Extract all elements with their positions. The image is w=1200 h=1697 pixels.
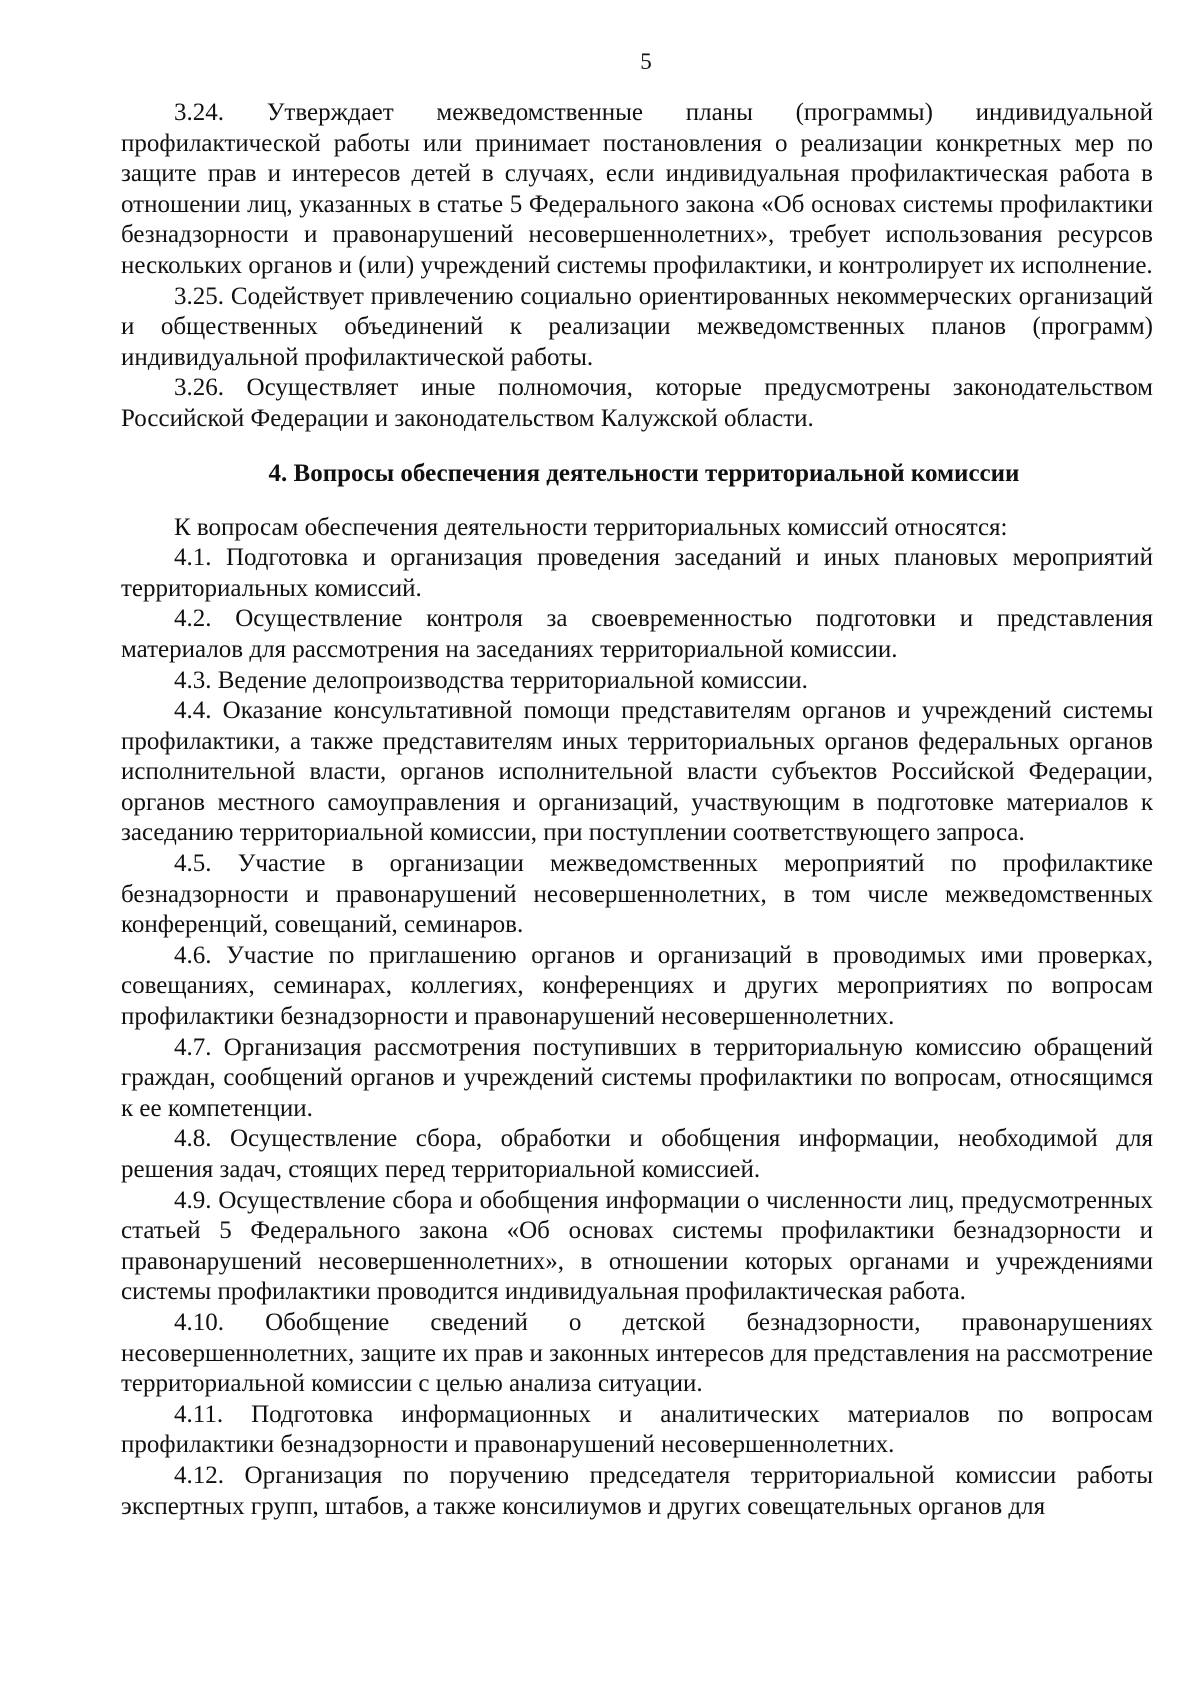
- paragraph-4-1: 4.1. Подготовка и организация проведения заседаний и иных плановых мероприятий территориальных комиссий.: [121, 544, 1153, 602]
- paragraph-4-5: 4.5. Участие в организации межведомственных мероприятий по профилактике безнадзорности и правонарушений несовершеннолетних, в том числе межведомственных конференций, совещаний, семинаров.: [121, 850, 1153, 939]
- paragraph-3-24: 3.24. Утверждает межведомственные планы (программы) индивидуальной профилактической работы или принимает постановления о реализации конкретных мер по защите прав и интересов детей в случаях, если индивидуальная профилактическая работа в отношении лиц, указанных в статье 5 Федерального закона «Об основах системы профилактики безнадзорности и правонарушений несовершеннолетних», требует использования ресурсов нескольких органов и (или) учреждений системы профилактики, и контролирует их исполнение.: [121, 99, 1153, 279]
- paragraph-3-25: 3.25. Содействует привлечению социально ориентированных некоммерческих организаций и общественных объединений к реализации межведомственных планов (программ) индивидуальной профилактической работы.: [121, 282, 1153, 371]
- paragraph-4-3: 4.3. Ведение делопроизводства территориальной комиссии.: [174, 666, 808, 694]
- paragraph-4-12: 4.12. Организация по поручению председателя территориальной комиссии работы экспертных групп, штабов, а также консилиумов и других совещательных органов для: [121, 1461, 1153, 1520]
- paragraph-4-9: 4.9. Осуществление сбора и обобщения информации о численности лиц, предусмотренных статьей 5 Федерального закона «Об основах системы профилактики безнадзорности и правонарушений несовершеннолетних», в отношении которых органами и учреждениями системы профилактики проводится индивидуальная профилактическая работа.: [121, 1186, 1153, 1306]
- paragraph-4-6: 4.6. Участие по приглашению органов и организаций в проводимых ими проверках, совещаниях, семинарах, коллегиях, конференциях и других мероприятиях по вопросам профилактики безнадзорности и правонарушений несовершеннолетних.: [121, 941, 1153, 1031]
- paragraph-4-11: 4.11. Подготовка информационных и аналитических материалов по вопросам профилактики безнадзорности и правонарушений несовершеннолетних.: [121, 1400, 1153, 1459]
- document-page: [121, 48, 1153, 1522]
- paragraph-3-26: 3.26. Осуществляет иные полномочия, которые предусмотрены законодательством Российской Федерации и законодательством Калужской области.: [121, 374, 1153, 432]
- paragraph-4-4: 4.4. Оказание консультативной помощи представителям органов и учреждений системы профилактики, а также представителям иных территориальных органов федеральных органов исполнительной власти, органов исполнительной власти субъектов Российской Федерации, органов местного самоуправления и организаций, участвующим в подготовке материалов к заседанию территориальной комиссии, при поступлении соответствующего запроса.: [121, 697, 1153, 847]
- paragraph-4-2: 4.2. Осуществление контроля за своевременностью подготовки и представления материалов для рассмотрения на заседаниях территориальной комиссии.: [121, 605, 1153, 663]
- paragraph-4-7: 4.7. Организация рассмотрения поступивших в территориальную комиссию обращений граждан, сообщений органов и учреждений системы профилактики по вопросам, относящимся к ее компетенции.: [121, 1033, 1153, 1122]
- paragraph-4-8: 4.8. Осуществление сбора, обработки и обобщения информации, необходимой для решения задач, стоящих перед территориальной комиссией.: [121, 1125, 1153, 1183]
- section-4-heading: 4. Вопросы обеспечения деятельности территориальной комиссии: [268, 459, 1020, 487]
- paragraph-4-10: 4.10. Обобщение сведений о детской безнадзорности, правонарушениях несовершеннолетних, защите их прав и законных интересов для представления на рассмотрение территориальной комиссии с целью анализа ситуации.: [121, 1308, 1153, 1398]
- section-4-intro: К вопросам обеспечения деятельности территориальных комиссий относятся:: [174, 513, 1008, 541]
- page-number: 5: [640, 49, 652, 74]
